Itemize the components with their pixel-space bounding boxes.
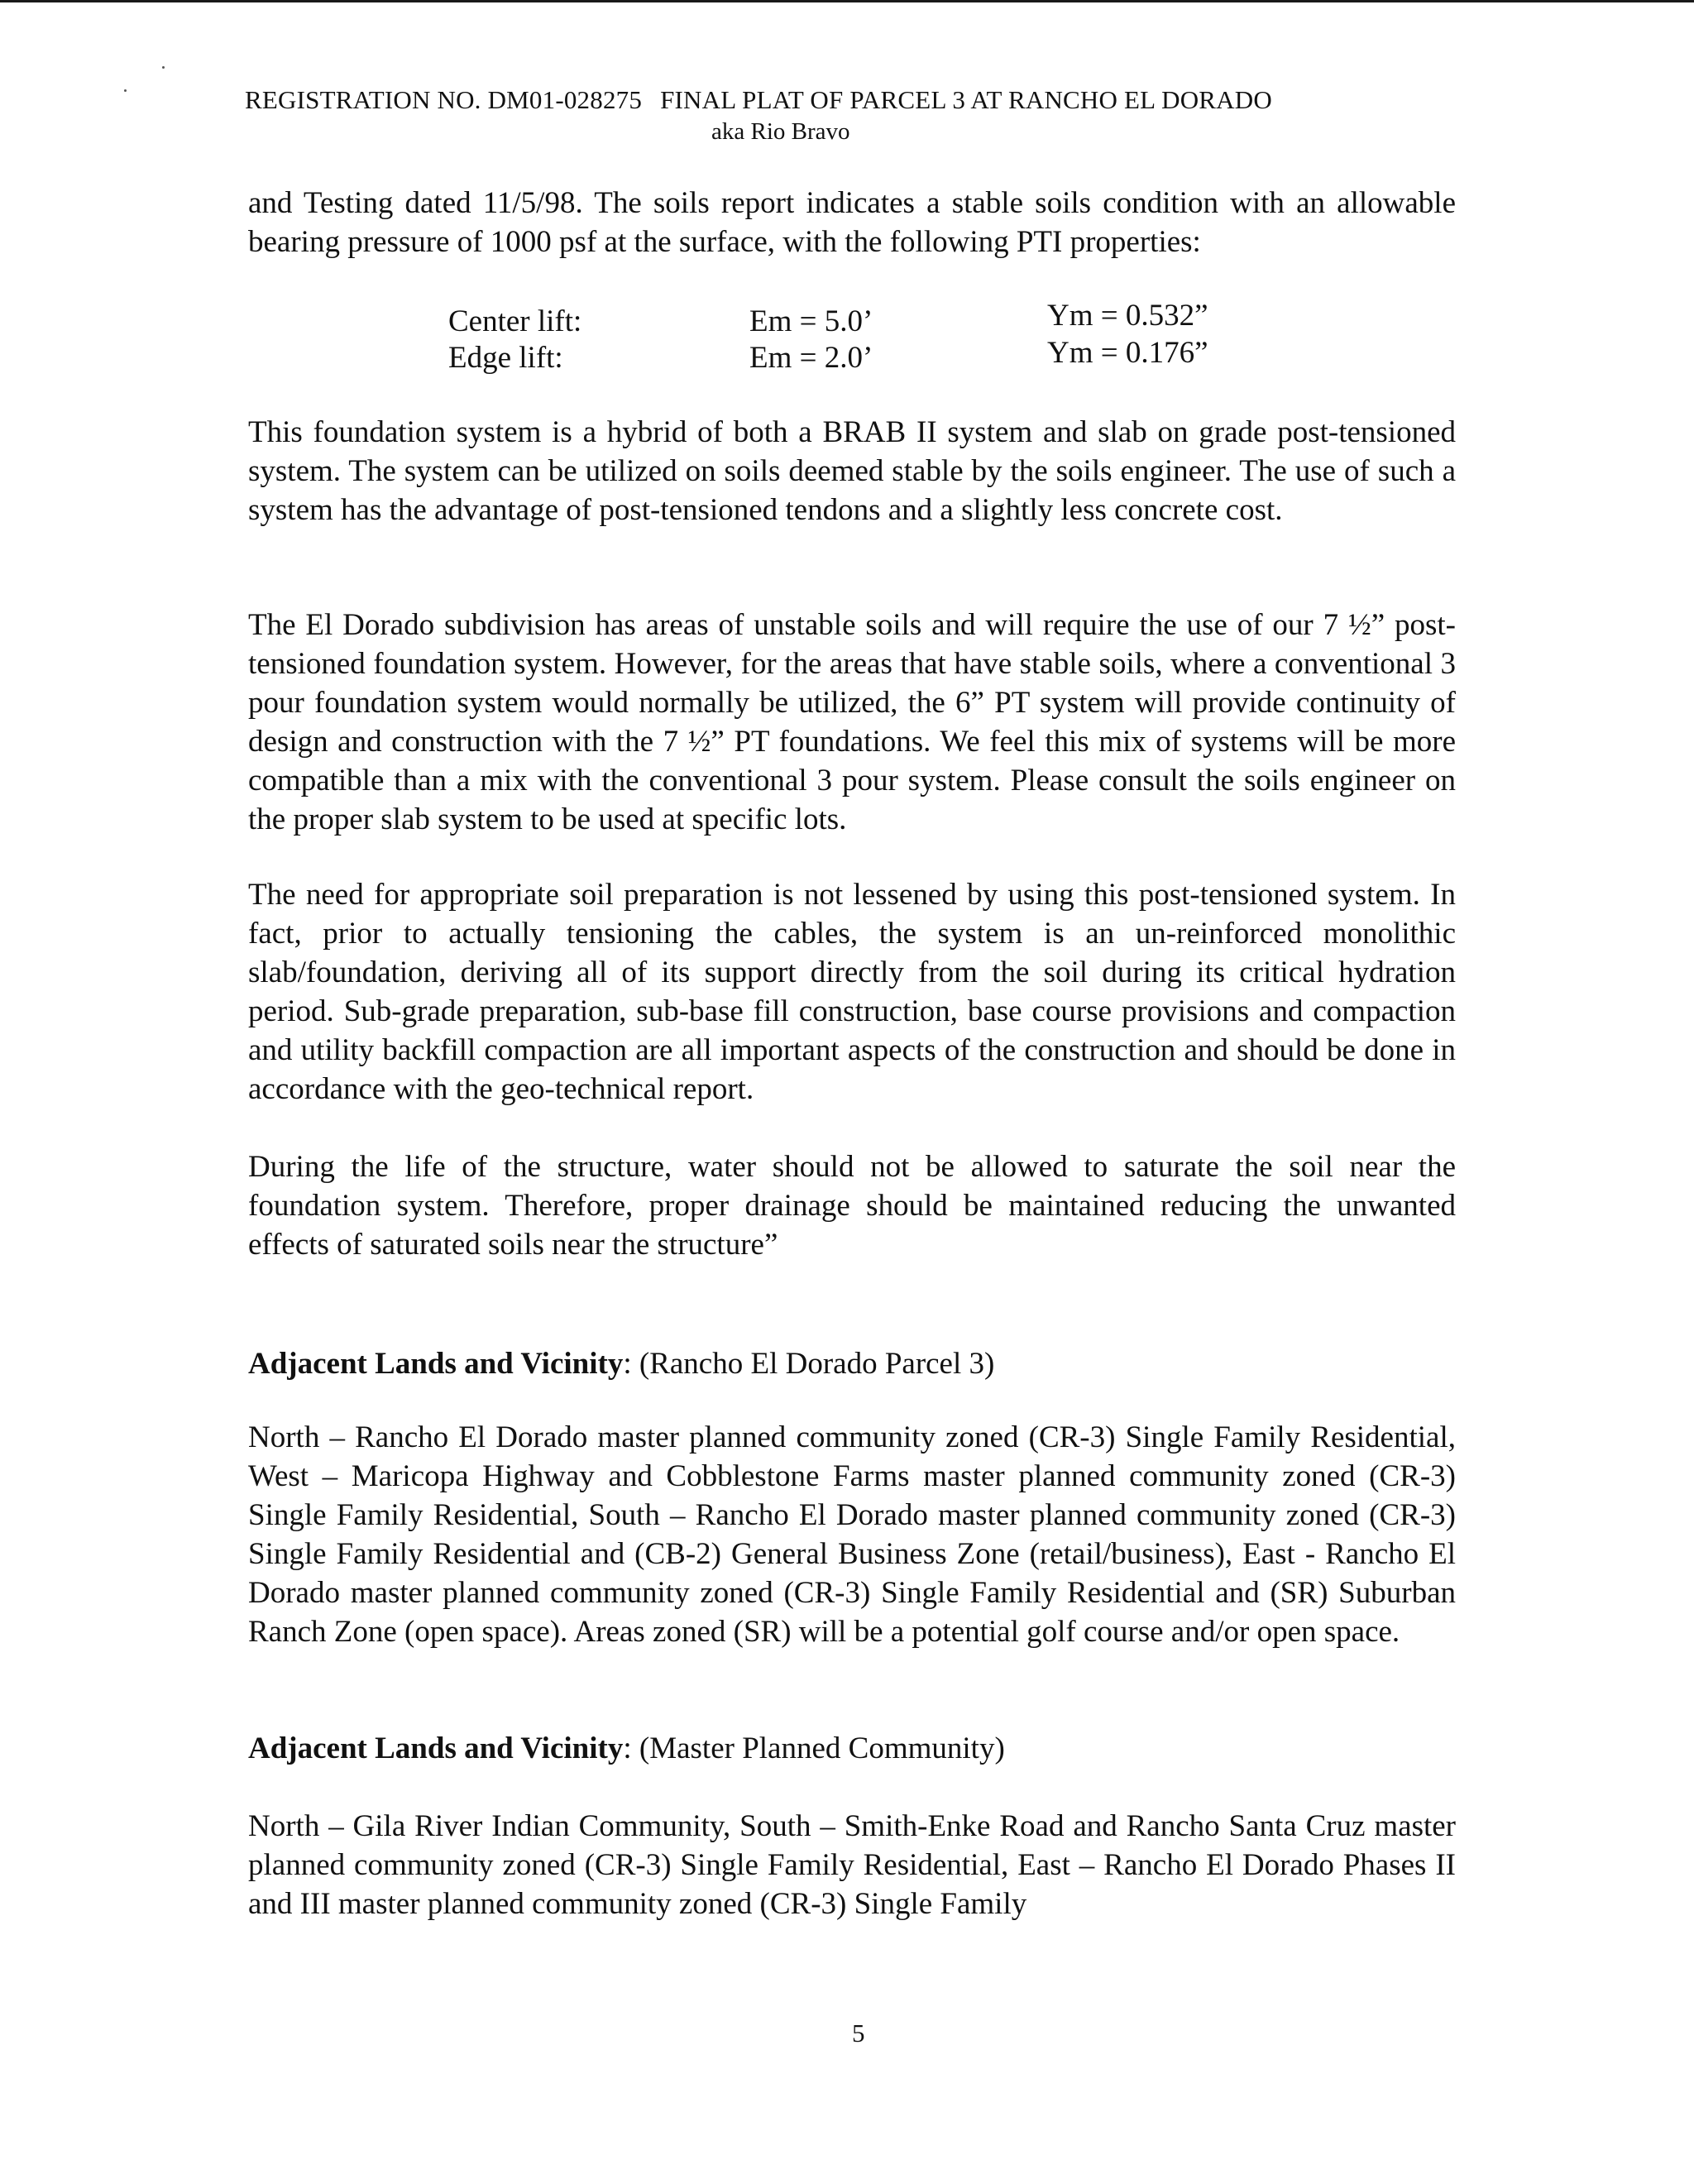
foundation-system-paragraph: This foundation system is a hybrid of both a BRAB II system and slab on grade post-tensioned system. The system can be utilized on soils deemed stable by the soils engineer. The use of such a system has the advantage of post-tensioned tendons and a slightly less concrete cost. [248, 415, 1456, 527]
soil-preparation-paragraph: The need for appropriate soil preparation is not lessened by using this post-tensioned system. In fact, prior to actually tensioning the cables, the system is an un-reinforced monolithic slab/foundation, deriving all of its support directly from the soil during its critical hydration period. Sub-grade preparation, sub-base fill construction, base course provisions and compaction and utility backfill compaction are all important aspects of the construction and should be done in accordance with the geo-technical report. [248, 878, 1456, 1106]
parcel3-vicinity-heading [248, 1344, 1456, 1383]
master-vicinity-heading [248, 1729, 1456, 1768]
pti-ym-center: Ym = 0.532” [1047, 299, 1208, 333]
pti-em-center: Em = 5.0’ [749, 304, 873, 338]
heading-rest-text: : (Master Planned Community) [623, 1731, 1005, 1765]
heading-bold-text: Adjacent Lands and Vicinity [248, 1731, 624, 1765]
page-number: 5 [852, 2019, 865, 2048]
el-dorado-paragraph: The El Dorado subdivision has areas of unstable soils and will require the use of our 7 ½” post-tensioned foundation system. However, for the areas that have stable soils, where a conventional 3 pour foundation system would normally be utilized, the 6” PT system will provide continuity of design and construction with the 7 ½” PT foundations. We feel this mix of systems will be more compatible than a mix with the conventional 3 pour system. Please consult the soils engineer on the proper slab system to be used at specific lots. [248, 608, 1456, 836]
soils-intro-paragraph: and Testing dated 11/5/98. The soils report indicates a stable soils condition with an allowable bearing pressure of 1000 psf at the surface, with the following PTI properties: [248, 186, 1456, 259]
pti-em-edge: Em = 2.0’ [749, 341, 873, 375]
master-vicinity-paragraph: North – Gila River Indian Community, South – Smith-Enke Road and Rancho Santa Cruz master planned community zoned (CR-3) Single Family Residential, East – Rancho El Dorado Phases II and III master planned community zoned (CR-3) Single Family [248, 1809, 1456, 1921]
scan-speck [124, 89, 127, 92]
pti-label-center: Center lift: [448, 304, 582, 338]
document-header [245, 85, 1419, 115]
parcel3-vicinity-paragraph: North – Rancho El Dorado master planned community zoned (CR-3) Single Family Residential, West – Maricopa Highway and Cobblestone Farms master planned community zoned (CR-3) Single Family Residential, South – Rancho El Dorado master planned community zoned (CR-3) Single Family Residential and (CB-2) General Business Zone (retail/business), East - Rancho El Dorado master planned community zoned (CR-3) Single Family Residential and (SR) Suburban Ranch Zone (open space). Areas zoned (SR) will be a potential golf course and/or open space. [248, 1420, 1456, 1649]
heading-bold-text: Adjacent Lands and Vicinity [248, 1347, 624, 1381]
scan-speck [162, 66, 165, 69]
drainage-paragraph: During the life of the structure, water should not be allowed to saturate the soil near the foundation system. Therefore, proper drainage should be maintained reducing the unwanted effects of saturated soils near the structure” [248, 1150, 1456, 1262]
scan-top-edge [0, 0, 1694, 2]
plat-title: FINAL PLAT OF PARCEL 3 AT RANCHO EL DORADO [660, 85, 1272, 114]
heading-rest-text: : (Rancho El Dorado Parcel 3) [623, 1347, 995, 1381]
plat-aka: aka Rio Bravo [711, 118, 850, 145]
registration-number: REGISTRATION NO. DM01-028275 [245, 85, 643, 114]
pti-ym-edge: Ym = 0.176” [1047, 336, 1208, 370]
pti-label-edge: Edge lift: [448, 341, 563, 375]
